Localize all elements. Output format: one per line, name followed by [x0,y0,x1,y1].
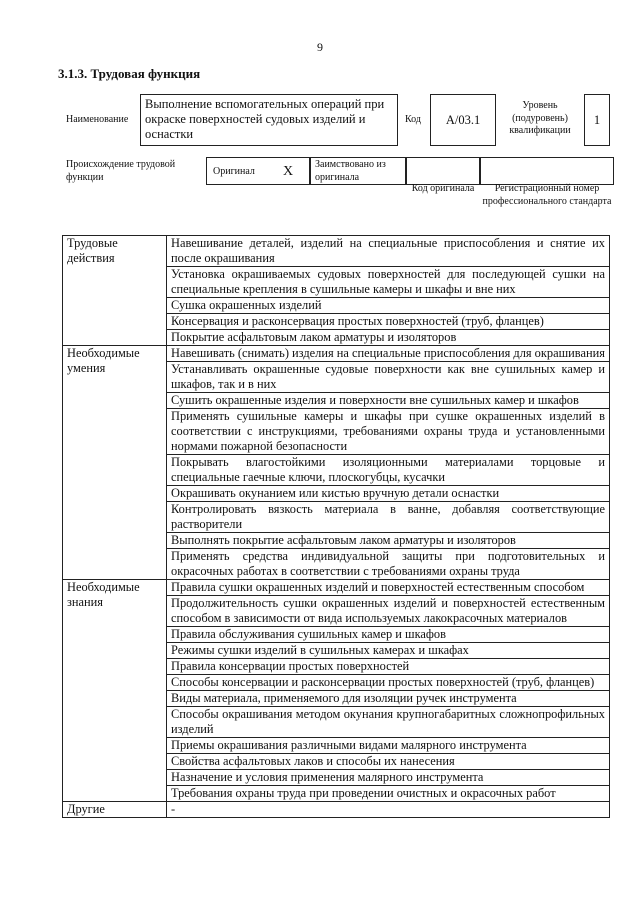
section-title: 3.1.3. Трудовая функция [58,66,201,81]
item-cell: Покрывать влагостойкими изоляционными материалами торцовые и специальные гаечные ключи, плоскогубцы, кусачки [167,455,610,486]
table-row [63,346,610,362]
table-row [63,236,610,267]
borrowed-label: Заимствовано из оригинала [315,159,386,183]
category-cell: Необходимые умения [63,346,167,580]
item-cell: - [167,802,610,818]
item-cell: Консервация и расконсервация простых поверхностей (труб, фланцев) [167,314,610,330]
item-cell: Способы консервации и расконсервации простых поверхностей (труб, фланцев) [167,675,610,691]
item-cell: Выполнять покрытие асфальтовым лаком арматуры и изоляторов [167,533,610,549]
item-cell: Правила обслуживания сушильных камер и шкафов [167,627,610,643]
item-cell: Установка окрашиваемых судовых поверхностей для последующей сушки на специальные крепления в сушильные камеры и шкафы и вне них [167,267,610,298]
item-cell: Сушить окрашенные изделия и поверхности вне сушильных камер и шкафов [167,393,610,409]
category-cell: Трудовые действия [63,236,167,346]
function-code-value: А/03.1 [430,94,496,146]
borrowed-cell [310,157,406,185]
item-cell: Контролировать вязкость материала в ванне, добавляя соответствующие растворители [167,502,610,533]
page-number: 9 [317,40,323,54]
item-cell: Навешивать (снимать) изделия на специальные приспособления для окрашивания [167,346,610,362]
code-label: Код [405,114,421,125]
item-cell: Требования охраны труда при проведении очистных и окрасочных работ [167,786,610,802]
category-cell: Необходимые знания [63,580,167,802]
origin-label: Происхождение трудовой функции [66,159,176,183]
category-cell: Другие [63,802,167,818]
item-cell: Применять сушильные камеры и шкафы при сушке окрашенных изделий в соответствии с инструкциями, требованиями охраны труда и установленными нормами пожарной безопасности [167,409,610,455]
table-row [63,802,610,818]
original-cell [206,157,310,185]
item-cell: Режимы сушки изделий в сушильных камерах и шкафах [167,643,610,659]
name-label: Наименование [66,114,129,125]
item-cell: Свойства асфальтовых лаков и способы их нанесения [167,754,610,770]
item-cell: Виды материала, применяемого для изоляции ручек инструмента [167,691,610,707]
item-cell: Сушка окрашенных изделий [167,298,610,314]
item-cell: Покрытие асфальтовым лаком арматуры и изоляторов [167,330,610,346]
original-checkmark: X [283,164,294,179]
item-cell: Устанавливать окрашенные судовые поверхности как вне сушильных камер и шкафов, так и в них [167,362,610,393]
table-row [63,580,610,596]
item-cell: Продолжительность сушки окрашенных изделий и поверхностей естественным способом в зависимости от вида используемых лакокрасочных материалов [167,596,610,627]
qualification-level-label: Уровень (подуровень) квалификации [509,100,571,136]
reg-number-cell [480,157,614,185]
function-name-value: Выполнение вспомогательных операций при окраске поверхностей судовых изделий и оснастки [140,94,398,146]
reg-number-label: Регистрационный номер профессионального стандарта [482,183,612,207]
item-cell: Приемы окрашивания различными видами малярного инструмента [167,738,610,754]
item-cell: Навешивание деталей, изделий на специальные приспособления и снятие их после окрашивания [167,236,610,267]
code-original-label: Код оригинала [411,183,475,194]
item-cell: Назначение и условия применения малярного инструмента [167,770,610,786]
labor-function-table [62,235,610,818]
code-original-cell [406,157,480,185]
item-cell: Правила консервации простых поверхностей [167,659,610,675]
original-label: Оригинал [213,166,255,177]
item-cell: Правила сушки окрашенных изделий и поверхностей естественным способом [167,580,610,596]
item-cell: Способы окрашивания методом окунания крупногабаритных сложнопрофильных изделий [167,707,610,738]
item-cell: Окрашивать окунанием или кистью вручную детали оснастки [167,486,610,502]
item-cell: Применять средства индивидуальной защиты при подготовительных и окрасочных работах в соответствии с требованиями охраны труда [167,549,610,580]
qualification-level-value: 1 [584,94,610,146]
